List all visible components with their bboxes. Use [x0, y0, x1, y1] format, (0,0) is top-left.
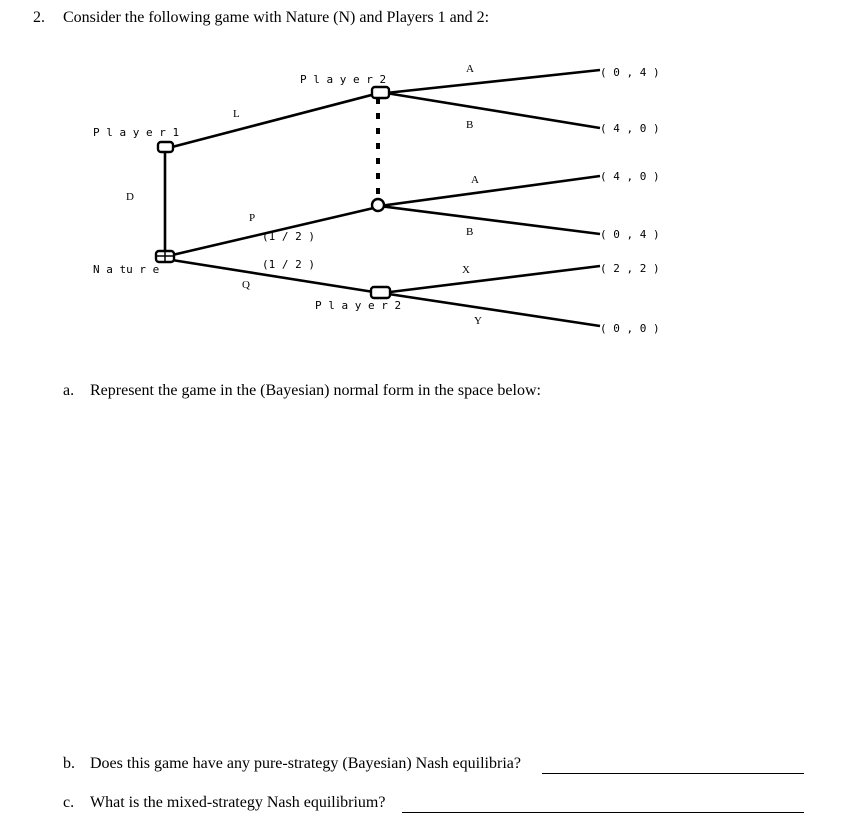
edge-A-mid	[380, 176, 600, 206]
part-c-label: c.	[63, 794, 75, 811]
part-b	[63, 755, 521, 773]
action-B-mid: B	[466, 226, 474, 238]
player2-bottom-label: P l a y e r 2	[315, 299, 402, 312]
action-X: X	[462, 264, 470, 276]
part-c-answer-line[interactable]	[402, 798, 804, 813]
payoff-1: ( 0 , 4 )	[600, 66, 660, 79]
action-Y: Y	[474, 315, 482, 327]
node-player1	[158, 142, 173, 152]
edge-L	[172, 92, 383, 147]
node-player2-mid	[372, 199, 384, 211]
edge-X	[382, 266, 600, 293]
part-c-text: What is the mixed-strategy Nash equilibrium?	[90, 794, 386, 811]
question-text: Consider the following game with Nature (N) and Players 1 and 2:	[63, 9, 490, 26]
probability-upper: (1 / 2 )	[262, 230, 315, 243]
payoff-6: ( 0 , 0 )	[600, 322, 660, 335]
player2-top-label: P l a y e r 2	[300, 73, 387, 86]
probability-lower: (1 / 2 )	[262, 258, 315, 271]
player1-label: P l a y e r 1	[93, 126, 180, 139]
payoff-4: ( 0 , 4 )	[600, 228, 660, 241]
action-B-top: B	[466, 119, 474, 131]
action-Q: Q	[242, 279, 250, 291]
action-D: D	[126, 191, 134, 203]
node-player2-bottom	[371, 287, 390, 298]
question-number: 2.	[33, 9, 45, 26]
part-a-text: Represent the game in the (Bayesian) normal form in the space below:	[90, 382, 541, 399]
payoff-5: ( 2 , 2 )	[600, 262, 660, 275]
part-b-text: Does this game have any pure-strategy (Bayesian) Nash equilibria?	[90, 755, 521, 772]
edge-Y	[382, 293, 600, 326]
node-player2-top	[372, 87, 389, 98]
nature-label: N a tu r e	[93, 263, 160, 276]
action-A-top: A	[466, 63, 474, 75]
part-b-label: b.	[63, 755, 75, 772]
action-P: P	[249, 212, 256, 224]
payoff-3: ( 4 , 0 )	[600, 170, 660, 183]
edge-B-top	[386, 93, 600, 128]
part-b-answer-line[interactable]	[542, 759, 804, 774]
part-c	[63, 794, 385, 812]
edge-A-top	[386, 70, 600, 93]
action-L: L	[233, 108, 240, 120]
edge-B-mid	[380, 206, 600, 234]
part-a-label: a.	[63, 382, 75, 399]
part-a	[63, 382, 541, 400]
action-A-mid: A	[471, 174, 479, 186]
payoff-2: ( 4 , 0 )	[600, 122, 660, 135]
